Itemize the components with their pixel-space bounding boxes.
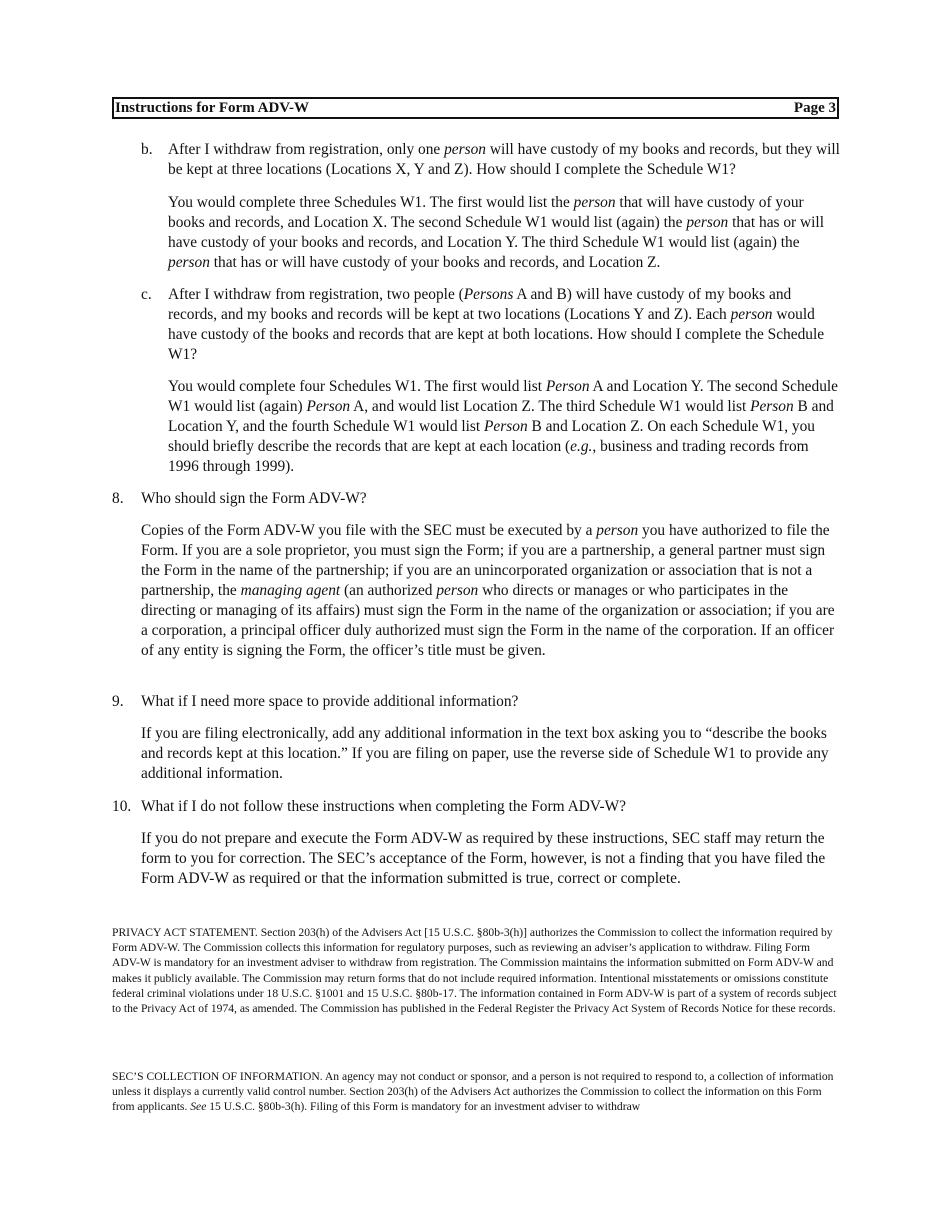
text-run: A, and would list Location Z. The third Schedule W1 would list bbox=[350, 398, 751, 415]
text-run: What if I do not follow these instructions when completing the Form ADV-W? bbox=[141, 798, 627, 815]
privacy-act-statement bbox=[112, 925, 840, 1016]
italic-text: Persons bbox=[463, 286, 514, 303]
italic-text: person bbox=[686, 214, 729, 231]
item-8-label: 8. bbox=[112, 490, 124, 507]
text-run: What if I need more space to provide additional information? bbox=[141, 693, 519, 710]
item-9-answer bbox=[141, 724, 841, 784]
item-8-answer bbox=[141, 521, 841, 661]
item-b-label: b. bbox=[141, 141, 153, 158]
italic-text: person bbox=[436, 582, 479, 599]
italic-text: managing agent bbox=[240, 582, 341, 599]
italic-text: Person bbox=[306, 398, 351, 415]
text-run: , business and trading records from 1996 through 1999). bbox=[168, 438, 809, 475]
item-c-question bbox=[168, 285, 840, 365]
text-run: that has or will have custody of your books and records, and Location Z. bbox=[209, 254, 661, 271]
collection-of-information bbox=[112, 1069, 840, 1115]
header-title: Instructions for Form ADV-W bbox=[115, 99, 310, 116]
text-run: You would complete four Schedules W1. The first would list bbox=[168, 378, 546, 395]
text-run: 15 U.S.C. §80b-3(h). Filing of this Form is mandatory for an investment adviser to withdraw bbox=[206, 1100, 641, 1114]
text-run: who directs or manages or who participates in the directing or managing of its affairs) must sign the Form in the name of the organization or association; if you are a corporation, a principal officer duly authorized must sign the Form in the name of the corporation. If an officer of any entity is signing the Form, the officer’s title must be given. bbox=[141, 582, 835, 659]
italic-text: person bbox=[596, 522, 639, 539]
text-run: will have custody of my books and records, but they will be kept at three locations (Locations X, Y and Z). How should I complete the Schedule W1? bbox=[168, 141, 840, 178]
text-run: If you are filing electronically, add any additional information in the text box asking you to “describe the books and records kept at this location.” If you are filing on paper, use the reverse side of Schedule W1 to provide any additional information. bbox=[141, 725, 829, 782]
text-run: A and B) will have custody of my books and records, and my books and records will be kept at two locations (Locations Y and Z). Each bbox=[168, 286, 792, 323]
text-run: After I withdraw from registration, two people ( bbox=[168, 286, 464, 303]
item-b-answer bbox=[168, 193, 840, 273]
item-10-label: 10. bbox=[112, 798, 132, 815]
italic-text: person bbox=[444, 141, 487, 158]
text-run: would have custody of the books and records that are kept at both locations. How should I complete the Schedule W1? bbox=[168, 306, 825, 363]
item-c-answer bbox=[168, 377, 840, 477]
text-run: A and Location Y. The second Schedule W1 would list (again) bbox=[168, 378, 838, 415]
text-run: you have authorized to file the Form. If you are a sole proprietor, you must sign the Form; if you are a partnership, a general partner must sign the Form in the name of the partnership; if you are an unincorporated organization or association that is not a partnership, the bbox=[141, 522, 830, 599]
italic-text: Person bbox=[484, 418, 528, 435]
item-9-question bbox=[141, 692, 841, 712]
item-9-label: 9. bbox=[112, 693, 124, 710]
item-8-question bbox=[141, 489, 841, 509]
italic-text: Person bbox=[545, 378, 590, 395]
text-run: (an authorized bbox=[340, 582, 437, 599]
item-10-answer bbox=[141, 829, 841, 889]
text-run: B and Location Y, and the fourth Schedule W1 would list bbox=[168, 398, 834, 435]
text-run: If you do not prepare and execute the Form ADV-W as required by these instructions, SEC staff may return the form to you for correction. The SEC’s acceptance of the Form, however, is not a finding that you have filed the Form ADV-W as required or that the information submitted is true, correct or complete. bbox=[141, 830, 826, 887]
item-c-label: c. bbox=[141, 286, 152, 303]
text-run: that has or will have custody of your books and records, and Location Y. The third Schedule W1 would list (again) the bbox=[168, 214, 824, 251]
italic-text: person bbox=[730, 306, 773, 323]
text-run: You would complete three Schedules W1. The first would list the bbox=[168, 194, 574, 211]
text-run: SEC’S COLLECTION OF INFORMATION. An agency may not conduct or sponsor, and a person is not required to respond to, a collection of information unless it displays a currently valid control number. Section 203(h) of the Advisers Act authorizes the Commission to collect the information on this Form from applicants. bbox=[112, 1070, 834, 1114]
text-run: Copies of the Form ADV-W you file with the SEC must be executed by a bbox=[141, 522, 597, 539]
page-header bbox=[112, 97, 839, 119]
italic-text: e.g. bbox=[570, 438, 593, 455]
italic-text: person bbox=[573, 194, 616, 211]
text-run: After I withdraw from registration, only one bbox=[168, 141, 445, 158]
text-run: Who should sign the Form ADV-W? bbox=[141, 490, 367, 507]
header-page-number: Page 3 bbox=[793, 99, 836, 116]
text-run: PRIVACY ACT STATEMENT. Section 203(h) of the Advisers Act [15 U.S.C. §80b-3(h)] authorizes the Commission to collect the information required by Form ADV-W. The Commission collects this information for regulatory purposes, such as reviewing an adviser’s application to withdraw. Filing Form ADV-W is mandatory for an investment adviser to withdraw from registration. The Commission maintains the information submitted on Form ADV-W and makes it publicly available. The Commission may return forms that do not include required information. Intentional misstatements or omissions constitute federal criminal violations under 18 U.S.C. §1001 and 15 U.S.C. §80b-17. The information contained in Form ADV-W is part of a system of records subject to the Privacy Act of 1974, as amended. The Commission has published in the Federal Register the Privacy Act System of Records Notice for these records. bbox=[112, 926, 837, 1016]
item-b-question bbox=[168, 140, 840, 180]
italic-text: See bbox=[190, 1100, 207, 1114]
text-run: that will have custody of your books and records, and Location X. The second Schedule W1 would list (again) the bbox=[168, 194, 804, 231]
text-run: B and Location Z. On each Schedule W1, you should briefly describe the records that are kept at each location ( bbox=[168, 418, 815, 455]
item-10-question bbox=[141, 797, 841, 817]
italic-text: person bbox=[168, 254, 210, 271]
italic-text: Person bbox=[750, 398, 794, 415]
